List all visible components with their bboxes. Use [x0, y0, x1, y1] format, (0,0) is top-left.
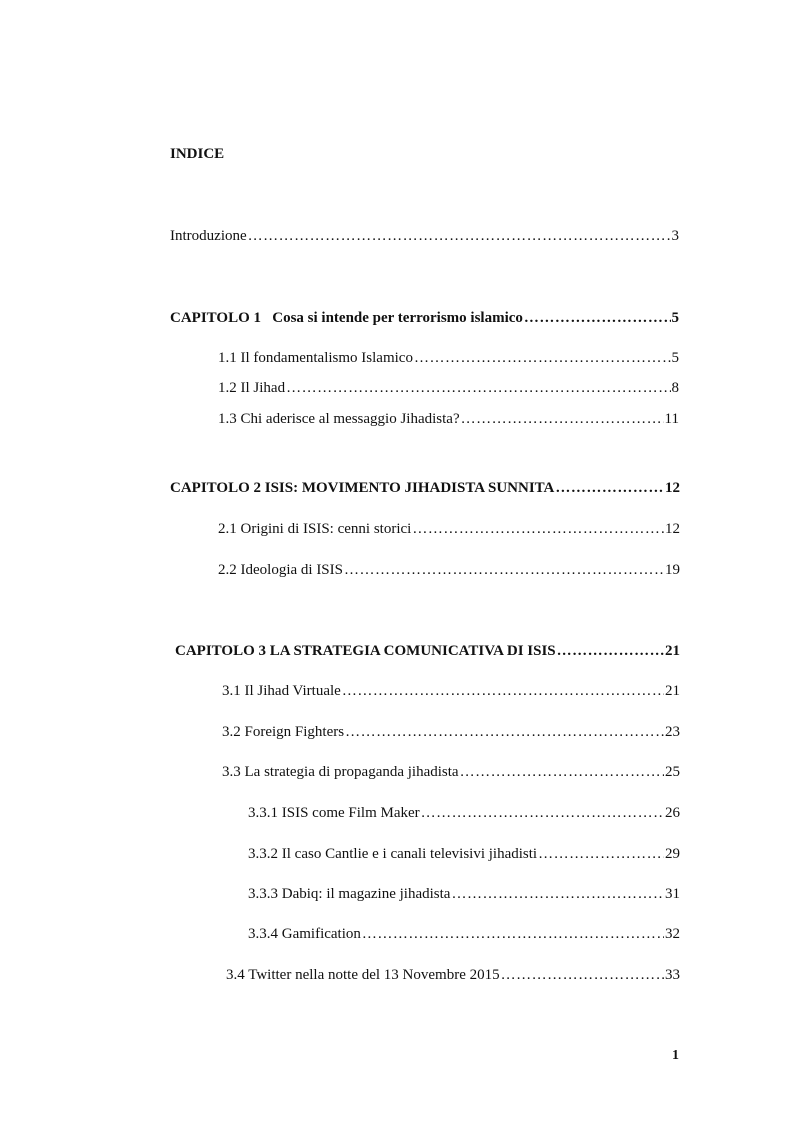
toc-leader-dots	[248, 228, 671, 245]
toc-entry-3-3-2[interactable]	[248, 846, 680, 863]
toc-entry-3-3-1[interactable]	[248, 805, 680, 822]
toc-entry-page: 26	[665, 805, 680, 821]
toc-entry-3-3-3[interactable]	[248, 886, 680, 903]
toc-entry-page: 3	[671, 228, 679, 244]
toc-entry-label: 3.2 Foreign Fighters	[222, 724, 345, 740]
toc-entry-page: 32	[665, 926, 680, 942]
toc-entry-page: 23	[665, 724, 680, 740]
toc-entry-page: 19	[665, 562, 680, 578]
toc-leader-dots	[538, 846, 664, 863]
toc-leader-dots	[414, 350, 671, 367]
toc-entry-3-2[interactable]	[222, 724, 680, 741]
toc-entry-label: CAPITOLO 3 LA STRATEGIA COMUNICATIVA DI ISIS	[175, 643, 556, 659]
toc-entry-label: 3.3.4 Gamification	[248, 926, 361, 942]
toc-entry-label: 3.3.2 Il caso Cantlie e i canali televisivi jihadisti	[248, 846, 538, 862]
toc-entry-3-1[interactable]	[222, 683, 680, 700]
toc-entry-label: 2.2 Ideologia di ISIS	[218, 562, 343, 578]
toc-entry-page: 11	[664, 411, 679, 427]
toc-entry-label: 1.3 Chi aderisce al messaggio Jihadista?	[218, 411, 460, 427]
toc-entry-3-4[interactable]	[226, 967, 680, 984]
page-number: 1	[672, 1048, 679, 1063]
toc-entry-page: 5	[671, 350, 679, 366]
toc-entry-chapter-1[interactable]	[170, 310, 679, 327]
toc-entry-label: CAPITOLO 1 Cosa si intende per terrorismo islamico	[170, 310, 523, 326]
toc-entry-page: 31	[665, 886, 680, 902]
toc-entry-label: 2.1 Origini di ISIS: cenni storici	[218, 521, 412, 537]
toc-entry-page: 21	[665, 643, 680, 659]
toc-entry-page: 12	[665, 480, 680, 496]
toc-entry-1-1[interactable]	[218, 350, 679, 367]
toc-leader-dots	[345, 724, 664, 741]
toc-leader-dots	[344, 562, 664, 579]
toc-entry-page: 12	[665, 521, 680, 537]
toc-leader-dots	[412, 521, 664, 538]
toc-leader-dots	[460, 764, 664, 781]
toc-entry-label: 3.3 La strategia di propaganda jihadista	[222, 764, 459, 780]
toc-entry-chapter-3[interactable]	[175, 643, 680, 660]
toc-entry-page: 25	[665, 764, 680, 780]
toc-entry-page: 21	[665, 683, 680, 699]
toc-entry-3-3[interactable]	[222, 764, 680, 781]
toc-entry-label: 1.2 Il Jihad	[218, 380, 286, 396]
toc-entry-1-3[interactable]	[218, 411, 679, 428]
toc-entry-introduzione[interactable]	[170, 228, 679, 245]
toc-entry-label: 3.4 Twitter nella notte del 13 Novembre 2015	[226, 967, 500, 983]
toc-entry-3-3-4[interactable]	[248, 926, 680, 943]
toc-leader-dots	[524, 310, 671, 327]
toc-entry-2-1[interactable]	[218, 521, 680, 538]
toc-entry-chapter-2[interactable]	[170, 480, 680, 497]
toc-entry-label: Introduzione	[170, 228, 247, 244]
toc-entry-page: 8	[671, 380, 679, 396]
toc-leader-dots	[342, 683, 664, 700]
toc-entry-label: 3.1 Il Jihad Virtuale	[222, 683, 341, 699]
toc-leader-dots	[286, 380, 670, 397]
toc-entry-2-2[interactable]	[218, 562, 680, 579]
toc-entry-label: CAPITOLO 2 ISIS: MOVIMENTO JIHADISTA SUNNITA	[170, 480, 555, 496]
toc-entry-label: 3.3.3 Dabiq: il magazine jihadista	[248, 886, 451, 902]
toc-title: INDICE	[170, 146, 225, 162]
toc-entry-label: 1.1 Il fondamentalismo Islamico	[218, 350, 413, 366]
toc-entry-label: 3.3.1 ISIS come Film Maker	[248, 805, 420, 821]
toc-leader-dots	[555, 480, 664, 497]
toc-entry-1-2[interactable]	[218, 380, 679, 397]
toc-entry-page: 33	[665, 967, 680, 983]
toc-leader-dots	[362, 926, 664, 943]
toc-leader-dots	[421, 805, 664, 822]
toc-leader-dots	[501, 967, 664, 984]
toc-leader-dots	[461, 411, 664, 428]
toc-entry-page: 29	[665, 846, 680, 862]
toc-leader-dots	[451, 886, 664, 903]
toc-entry-page: 5	[671, 310, 679, 326]
toc-leader-dots	[557, 643, 664, 660]
